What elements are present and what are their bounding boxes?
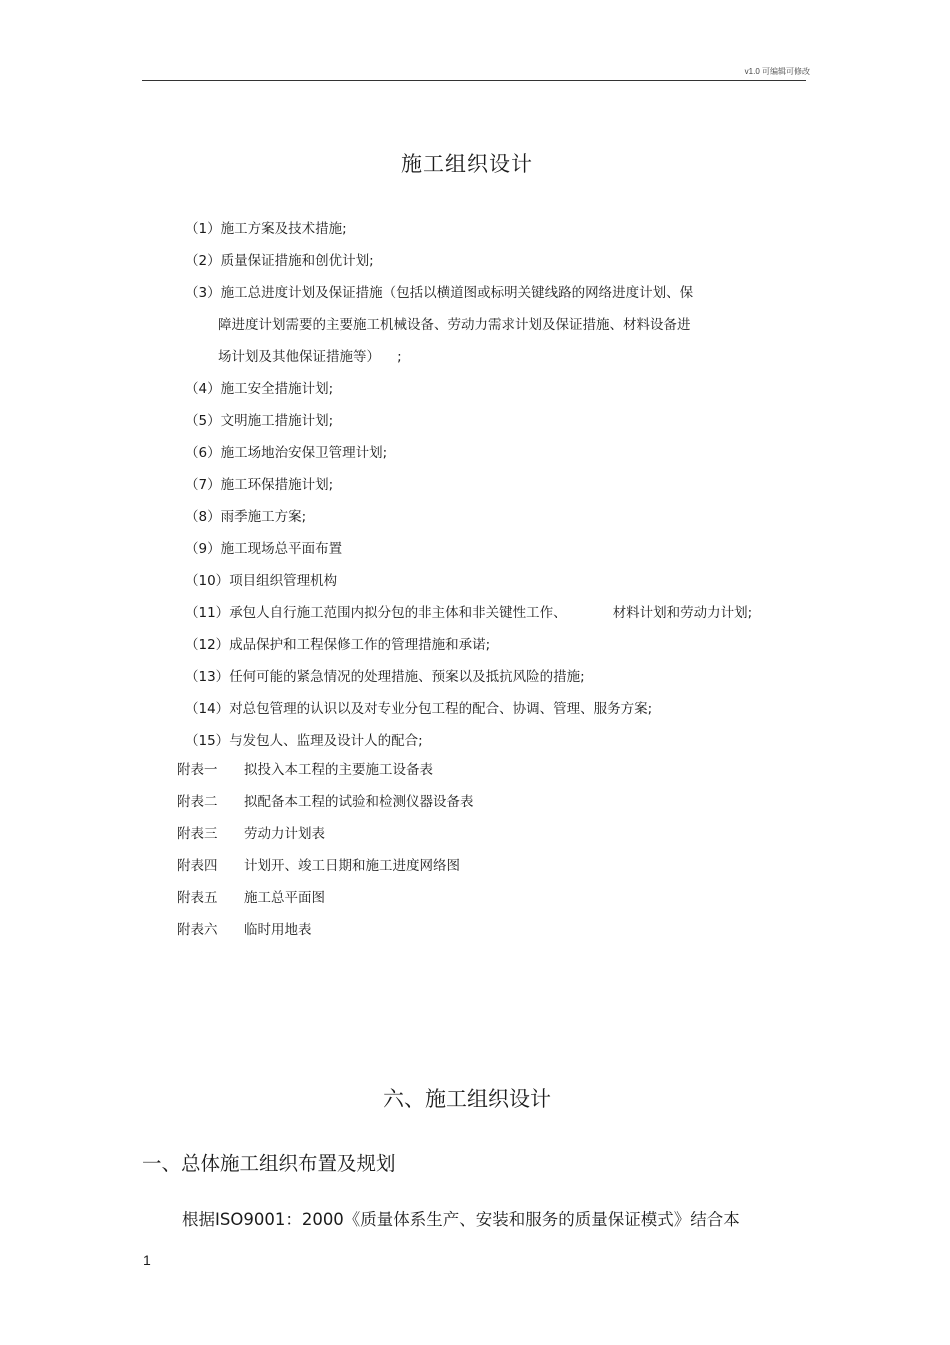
item-text-continued: 场计划及其他保证措施等） ; bbox=[218, 349, 402, 365]
item-text: 项目组织管理机构 bbox=[229, 573, 338, 589]
item-text: 施工现场总平面布置 bbox=[220, 541, 343, 557]
header-version-note: v1.0 可编辑可修改 bbox=[744, 67, 810, 76]
appendix-item bbox=[177, 754, 474, 786]
document-title: 施工组织设计 bbox=[401, 152, 533, 176]
list-item bbox=[185, 469, 805, 501]
item-number: （7） bbox=[185, 477, 221, 493]
item-number: （5） bbox=[185, 413, 221, 429]
appendix-label: 附表四 bbox=[177, 858, 218, 874]
appendix-label: 附表二 bbox=[177, 794, 218, 810]
section-heading: 六、施工组织设计 bbox=[383, 1087, 551, 1111]
item-text: 雨季施工方案; bbox=[220, 509, 307, 525]
list-item bbox=[185, 373, 805, 405]
appendix-item bbox=[177, 882, 474, 914]
appendix-text: 临时用地表 bbox=[244, 922, 312, 938]
item-number: （14） bbox=[185, 701, 230, 717]
item-text: 对总包管理的认识以及对专业分包工程的配合、协调、管理、服务方案; bbox=[229, 701, 653, 717]
item-number: （2） bbox=[185, 253, 221, 269]
appendix-list bbox=[177, 754, 474, 946]
header-divider bbox=[142, 80, 806, 81]
list-item bbox=[185, 213, 805, 245]
appendix-label: 附表三 bbox=[177, 826, 218, 842]
item-number: （8） bbox=[185, 509, 221, 525]
appendix-item bbox=[177, 786, 474, 818]
appendix-item bbox=[177, 914, 474, 946]
body-paragraph: 根据ISO9001：2000《质量体系生产、安装和服务的质量保证模式》结合本 bbox=[182, 1210, 740, 1229]
item-text: 成品保护和工程保修工作的管理措施和承诺; bbox=[229, 637, 491, 653]
appendix-label: 附表六 bbox=[177, 922, 218, 938]
item-number: （12） bbox=[185, 637, 230, 653]
item-number: （10） bbox=[185, 573, 230, 589]
list-item bbox=[185, 725, 805, 757]
item-text-tail: 材料计划和劳动力计划; bbox=[612, 605, 753, 621]
appendix-text: 计划开、竣工日期和施工进度网络图 bbox=[244, 858, 460, 874]
item-text: 施工总进度计划及保证措施（包括以横道图或标明关键线路的网络进度计划、保 bbox=[220, 285, 694, 301]
appendix-label: 附表五 bbox=[177, 890, 218, 906]
item-number: （13） bbox=[185, 669, 230, 685]
item-number: （15） bbox=[185, 733, 230, 749]
item-text: 任何可能的紧急情况的处理措施、预案以及抵抗风险的措施; bbox=[229, 669, 585, 685]
list-item bbox=[185, 693, 805, 725]
list-item bbox=[185, 501, 805, 533]
item-text: 施工场地治安保卫管理计划; bbox=[220, 445, 388, 461]
appendix-text: 劳动力计划表 bbox=[244, 826, 325, 842]
contents-list bbox=[185, 213, 805, 757]
item-text: 质量保证措施和创优计划; bbox=[220, 253, 374, 269]
list-item bbox=[185, 437, 805, 469]
list-item bbox=[185, 405, 805, 437]
list-item bbox=[185, 661, 805, 693]
list-item bbox=[185, 533, 805, 565]
appendix-text: 施工总平面图 bbox=[244, 890, 325, 906]
appendix-label: 附表一 bbox=[177, 762, 218, 778]
item-number: （4） bbox=[185, 381, 221, 397]
list-item bbox=[185, 597, 805, 629]
page-number: 1 bbox=[143, 1252, 151, 1268]
item-number: （6） bbox=[185, 445, 221, 461]
appendix-item bbox=[177, 818, 474, 850]
list-item bbox=[185, 277, 805, 373]
appendix-text: 拟投入本工程的主要施工设备表 bbox=[244, 762, 433, 778]
item-text: 与发包人、监理及设计人的配合; bbox=[229, 733, 423, 749]
item-text-continued: 障进度计划需要的主要施工机械设备、劳动力需求计划及保证措施、材料设备进 bbox=[218, 317, 691, 333]
item-number: （9） bbox=[185, 541, 221, 557]
item-text: 施工环保措施计划; bbox=[220, 477, 334, 493]
item-text: 施工安全措施计划; bbox=[220, 381, 334, 397]
list-item bbox=[185, 245, 805, 277]
item-text: 施工方案及技术措施; bbox=[220, 221, 347, 237]
item-number: （3） bbox=[185, 285, 221, 301]
subsection-heading: 一、总体施工组织布置及规划 bbox=[142, 1152, 396, 1175]
appendix-text: 拟配备本工程的试验和检测仪器设备表 bbox=[244, 794, 474, 810]
item-number: （1） bbox=[185, 221, 221, 237]
list-item bbox=[185, 629, 805, 661]
item-text: 文明施工措施计划; bbox=[220, 413, 334, 429]
list-item bbox=[185, 565, 805, 597]
item-number: （11） bbox=[185, 605, 230, 621]
item-text: 承包人自行施工范围内拟分包的非主体和非关键性工作、 bbox=[229, 605, 567, 621]
appendix-item bbox=[177, 850, 474, 882]
